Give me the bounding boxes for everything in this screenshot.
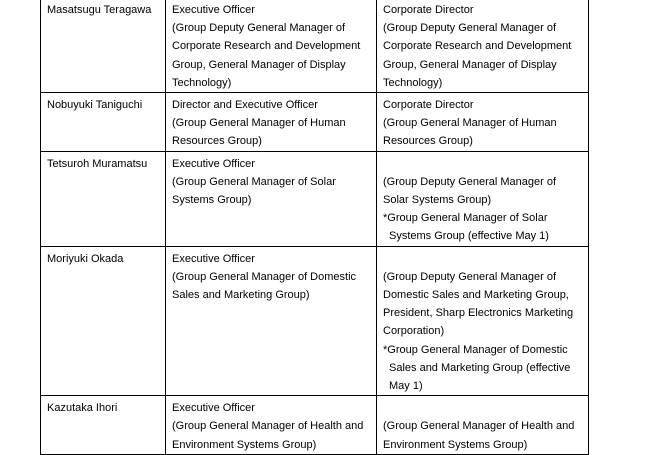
current-position-line (383, 399, 582, 417)
current-position-line: (Group General Manager of Human (383, 117, 557, 130)
current-position-line: (Group Deputy General Manager of (383, 270, 557, 283)
current-position-cell (377, 246, 589, 396)
new-position-line: (Group Deputy General Manager of (172, 22, 346, 35)
new-position-line: Sales and Marketing Group) (172, 289, 310, 302)
current-position-line: President, Sharp Electronics Marketing (383, 307, 574, 320)
officer-name-cell (41, 0, 166, 93)
effective-note-line: Systems Group (effective May 1) (389, 230, 549, 243)
current-position-line: (Group Deputy General Manager of (383, 22, 557, 35)
new-position-line: Director and Executive Officer (172, 99, 318, 112)
current-position-line: (Group Deputy General Manager of (383, 175, 557, 188)
current-position-cell (377, 0, 589, 93)
current-position-line (383, 250, 582, 268)
effective-note-line: May 1) (389, 380, 423, 393)
table-row (41, 151, 589, 246)
current-position-line: Corporation) (383, 325, 445, 338)
table-row (41, 246, 589, 396)
current-position-cell (377, 151, 589, 246)
officer-name-cell (41, 151, 166, 246)
new-position-line: Systems Group) (172, 194, 252, 207)
current-position-line: Corporate Research and Development (383, 40, 572, 53)
new-position-cell (166, 396, 377, 455)
current-position-line: Corporate Director (383, 4, 474, 16)
table-row (41, 0, 589, 93)
officer-name-cell (41, 246, 166, 396)
current-position-line: Resources Group) (383, 135, 473, 148)
officer-name: Moriyuki Okada (47, 252, 124, 265)
officer-appointments-table (40, 0, 589, 455)
current-position-cell (377, 93, 589, 152)
new-position-line: Resources Group) (172, 135, 262, 148)
current-position-line: Domestic Sales and Marketing Group, (383, 289, 569, 302)
new-position-line: Executive Officer (172, 402, 255, 415)
officer-name: Tetsuroh Muramatsu (47, 157, 148, 170)
officer-name-cell (41, 93, 166, 152)
new-position-line: (Group General Manager of Human (172, 117, 346, 130)
current-position-line: Group, General Manager of Display (383, 58, 557, 71)
new-position-line: (Group General Manager of Solar (172, 175, 336, 188)
current-position-line: Technology) (383, 76, 443, 89)
new-position-line: Executive Officer (172, 157, 255, 170)
new-position-cell (166, 0, 377, 93)
officer-name: Kazutaka Ihori (47, 402, 118, 415)
new-position-line: (Group General Manager of Domestic (172, 270, 357, 283)
effective-note-line: Sales and Marketing Group (effective (389, 361, 571, 374)
new-position-line: Group, General Manager of Display (172, 58, 346, 71)
new-position-cell (166, 246, 377, 396)
current-position-line: Environment Systems Group) (383, 438, 528, 451)
new-position-line: Technology) (172, 76, 232, 89)
current-position-cell (377, 396, 589, 455)
new-position-line: (Group General Manager of Health and (172, 420, 364, 433)
effective-note-line: *Group General Manager of Domestic (383, 343, 568, 356)
current-position-line (383, 155, 582, 173)
officer-name: Masatsugu Teragawa (47, 4, 152, 16)
table-row (41, 93, 589, 152)
new-position-line: Corporate Research and Development (172, 40, 361, 53)
officer-name-cell (41, 396, 166, 455)
new-position-cell (166, 151, 377, 246)
current-position-line: Solar Systems Group) (383, 194, 492, 207)
current-position-line: Corporate Director (383, 99, 474, 112)
effective-note-line: *Group General Manager of Solar (383, 212, 548, 225)
new-position-line: Executive Officer (172, 4, 255, 16)
officer-name: Nobuyuki Taniguchi (47, 99, 143, 112)
new-position-cell (166, 93, 377, 152)
new-position-line: Executive Officer (172, 252, 255, 265)
new-position-line: Environment Systems Group) (172, 438, 317, 451)
current-position-line: (Group General Manager of Health and (383, 420, 575, 433)
table-row (41, 396, 589, 455)
